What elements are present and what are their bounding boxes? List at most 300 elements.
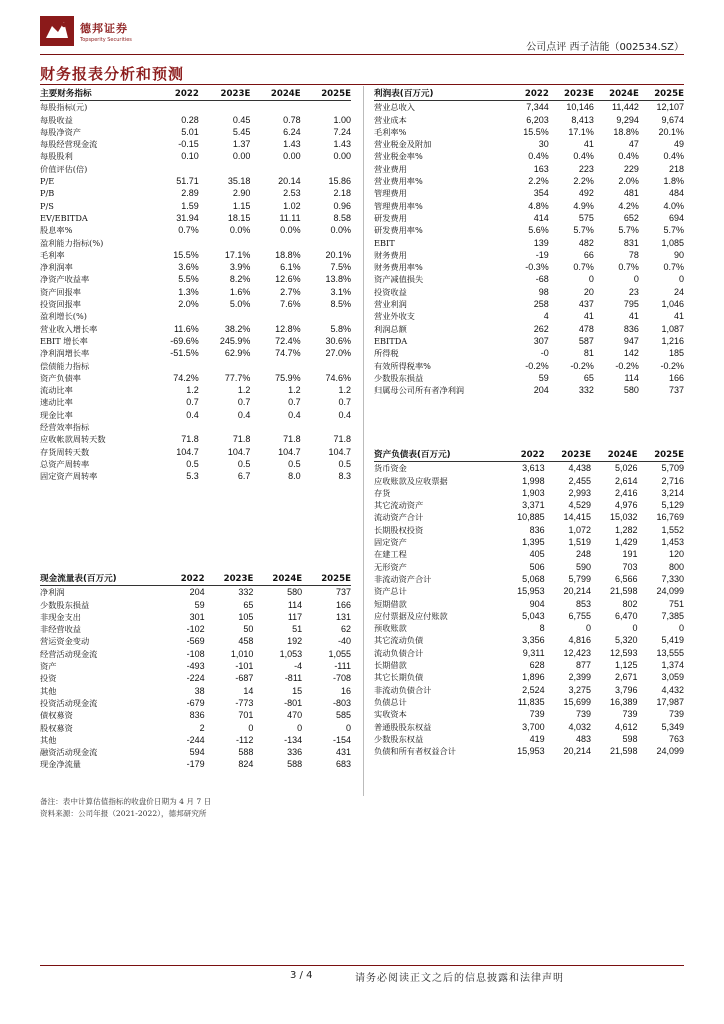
row-value: 6.1% [280,262,301,273]
row-value: 4,438 [568,463,592,474]
row-value: 739 [622,709,638,720]
row-value: 1,216 [661,335,684,346]
row-value: 27.0% [325,348,351,359]
row-value: 12,107 [656,102,684,113]
row-value: 0.5 [338,458,351,469]
row-value: 7.5% [330,262,351,273]
year-header: 2025E [638,449,684,462]
row-value: 1.2 [288,385,301,396]
row-value: 7,385 [661,610,684,621]
income-statement-table [374,88,684,396]
table-row [40,433,351,445]
row-value: 1,282 [614,524,638,535]
row-value: 354 [533,188,549,199]
table-row [40,396,351,408]
row-value: 15,953 [517,586,545,597]
row-label: 非流动负债合计 [374,684,432,695]
row-value: 12.6% [275,274,301,285]
row-value: 3,059 [661,672,684,683]
table-row [374,647,684,659]
row-label: 流动资产合计 [374,512,424,523]
row-value: 75.9% [275,372,301,383]
row-value [199,421,251,433]
row-label: 投资 [40,673,57,684]
table-row [40,648,351,660]
row-label: 存货 [374,487,391,498]
row-value: 104.7 [227,446,251,457]
row-value: 50 [243,624,254,635]
table-row [40,709,351,721]
row-value: 0.45 [232,114,251,125]
row-value: 20.1% [658,126,684,137]
row-value: 17,987 [656,696,684,707]
row-value [199,163,251,175]
row-value: 483 [576,733,592,744]
row-value: 484 [668,188,684,199]
row-value: -112 [236,734,254,745]
table-row [40,470,351,482]
row-value: 15.5% [523,126,549,137]
table-row [374,237,684,249]
row-value: 2,614 [614,475,638,486]
table-row [374,335,684,347]
table-row [374,323,684,335]
row-label: 管理费用率% [374,200,423,211]
row-value: 13,555 [656,647,684,658]
row-value: 0.7 [338,397,351,408]
row-value: 2.53 [283,188,301,199]
row-value: 628 [529,660,545,671]
table-notes [40,796,211,820]
row-value: 71.8 [333,434,351,445]
row-value: 2.89 [181,188,199,199]
row-label: 应收帐款周转天数 [40,434,106,445]
row-value: 1.2 [237,385,251,396]
row-value: -68 [535,274,549,285]
row-value: -111 [334,661,351,672]
table-row [374,696,684,708]
row-value: 0 [345,722,351,733]
table-row [40,660,351,672]
table-row [40,335,351,347]
row-value: 763 [668,733,684,744]
row-value: 229 [623,163,639,174]
row-value: 751 [668,598,684,609]
row-value: 18.8% [275,249,301,260]
table-row [374,384,684,396]
table-row [374,150,684,162]
row-value: 5.6% [528,225,549,236]
row-value: 2,455 [568,475,592,486]
row-value [199,360,251,372]
row-value: 38 [194,685,205,696]
row-value: 585 [335,710,351,721]
row-value: 0.00 [333,151,351,162]
row-value: -0.2% [570,360,594,371]
row-label: 每股净资产 [40,126,81,137]
row-label: 偿债能力指标 [40,360,90,371]
table-row [40,599,351,611]
row-value: 3,700 [522,721,545,732]
row-label: 股息率% [40,225,73,236]
table-row [40,323,351,335]
row-value: 51 [292,624,303,635]
row-value: 5,026 [614,463,638,474]
year-header: 2022 [151,88,199,101]
row-value: 1.02 [283,200,301,211]
row-value: 481 [623,188,639,199]
row-value: 1,055 [328,648,351,659]
row-label: 盈利增长(%) [40,311,87,322]
row-value: 104.7 [328,446,351,457]
row-value: 15,699 [563,696,592,707]
row-value: -679 [186,697,205,708]
row-value: -708 [332,673,351,684]
row-value: 737 [335,587,351,598]
row-value: 0.10 [181,151,199,162]
row-value: 0.7% [573,262,594,273]
row-value: -108 [186,648,205,659]
row-value: 1,998 [522,475,545,486]
row-label: 其他 [40,685,57,696]
row-value: 0 [586,623,592,634]
table-row [374,138,684,150]
row-value: 0.78 [283,114,301,125]
row-value: 30.6% [325,335,351,346]
row-value: 1,374 [661,660,684,671]
row-value: 8.58 [333,212,351,223]
row-value: 336 [287,747,303,758]
row-value: -0.2% [660,360,684,371]
table-row [40,138,351,150]
row-value: 5.7% [663,225,684,236]
row-value: 0.5 [288,458,301,469]
row-value: 20,214 [563,586,592,597]
row-value: 6.24 [283,126,301,137]
table-row [40,175,351,187]
row-value: -224 [186,673,205,684]
row-label: 固定资产 [374,537,407,548]
row-value: 3,275 [568,684,592,695]
row-value [250,237,300,249]
row-value: 580 [623,385,639,396]
row-value: 41 [583,139,594,150]
row-value: 77.7% [224,372,251,383]
table-row [374,622,684,634]
table-row [40,586,351,599]
row-label: 利润总额 [374,323,407,334]
row-value: 41 [628,311,639,322]
table-row [40,347,351,359]
row-value: 114 [624,372,639,383]
row-label: 资产减值损失 [374,274,424,285]
table-row [374,610,684,622]
row-value: 3,214 [661,487,684,498]
table-row [40,114,351,126]
section-row [40,237,351,249]
row-label: 其他 [40,734,57,745]
row-value: -493 [186,661,205,672]
row-label: 其它流动资产 [374,500,424,511]
row-value: 11.6% [173,323,199,334]
row-value: 31.94 [176,212,199,223]
row-value: 0.7 [186,397,199,408]
row-value: 4,529 [568,500,592,511]
row-value: 1.2 [186,385,199,396]
row-value: 904 [529,598,545,609]
row-value: 262 [533,323,549,334]
row-value: 824 [238,759,254,770]
table-row [40,224,351,236]
page-title: 财务报表分析和预测 [40,65,185,83]
row-value [301,360,351,372]
row-value: 5,129 [661,500,684,511]
row-value: 15,032 [609,512,638,523]
row-value: 598 [622,733,638,744]
row-value: 6,470 [614,610,638,621]
row-value: 800 [668,561,684,572]
row-label: P/S [40,200,54,211]
row-value: 0.28 [181,114,199,125]
row-value: 13.8% [325,274,351,285]
row-value: 204 [533,385,549,396]
row-value: 414 [533,212,549,223]
row-value: 8.5% [330,299,351,310]
row-value: 458 [238,636,254,647]
row-label: 营业收入增长率 [40,323,98,334]
row-label: EV/EBITDA [40,212,88,223]
row-value [151,237,199,249]
row-label: 负债和所有者权益合计 [374,746,456,757]
key-indicators-table [40,88,351,483]
row-value: 72.4% [275,335,301,346]
table-row [40,611,351,623]
row-value: 1.15 [232,200,251,211]
row-value: 405 [529,549,545,560]
row-value: 81 [583,348,594,359]
row-value: 11.11 [279,212,301,223]
row-label: 资产总计 [374,586,407,597]
table-row [374,524,684,536]
section-row [40,310,351,322]
row-value: 15 [292,685,303,696]
row-value: 694 [668,212,684,223]
row-value: 0 [248,722,254,733]
row-value: 1,087 [661,323,684,334]
row-value: 7.24 [333,126,351,137]
row-label: 货币资金 [374,463,407,474]
row-value: 20,214 [563,746,592,757]
row-value: 0.0% [280,225,301,236]
section-row [40,360,351,372]
row-value: 307 [533,335,549,346]
table-header-row [374,88,684,101]
row-label: 流动负债合计 [374,647,424,658]
year-header: 2023E [199,88,251,101]
row-value: 245.9% [219,335,251,346]
row-value: 0.5 [186,458,199,469]
table-row [374,511,684,523]
row-value: 3,371 [522,500,545,511]
row-value [301,421,351,433]
row-label: 营运资金变动 [40,636,90,647]
row-value: 3.6% [178,262,199,273]
year-header: 2023E [205,573,254,586]
row-label: 净利润率 [40,262,73,273]
row-value: 12,593 [609,647,638,658]
row-value: 0.7 [288,397,301,408]
row-value: -244 [186,734,205,745]
page-number: 3 / 4 [290,970,313,981]
row-value: 104.7 [278,446,301,457]
row-label: 每股股利 [40,151,73,162]
row-value: 248 [576,549,592,560]
row-value: -687 [235,673,254,684]
row-value: 74.2% [173,372,199,383]
logo-emblem-icon [40,16,74,46]
row-value: 14 [243,685,254,696]
table-row [374,548,684,560]
row-value: 1,053 [279,648,303,659]
row-value: 4.2% [618,200,639,211]
row-value: 3,613 [522,463,545,474]
row-value: 5.7% [573,225,594,236]
row-label: 流动比率 [40,385,73,396]
row-value: 1,395 [522,537,545,548]
row-label: 所得税 [374,348,399,359]
row-value: 204 [189,587,205,598]
table-row [40,758,351,770]
row-value: 51.71 [176,176,199,187]
row-value: 17.1% [224,249,251,260]
row-value: 0.4 [186,409,199,420]
disclaimer: 请务必阅读正文之后的信息披露和法律声明 [355,973,564,984]
row-label: 每股经营现金流 [40,139,98,150]
table-row [374,487,684,499]
table-row [374,733,684,745]
row-label: 资产负债率 [40,372,81,383]
row-value: 65 [583,372,594,383]
row-label: 营业总收入 [374,102,415,113]
row-value: 831 [623,237,639,248]
row-value: 0.7% [618,262,639,273]
row-label: 总资产周转率 [40,458,90,469]
row-label: 营业费用 [374,163,407,174]
row-value: 947 [623,335,639,346]
row-value: 1.3% [178,286,199,297]
row-value: 5,709 [661,463,684,474]
note-valuation-date: 备注：表中计算估值指标的收盘价日期为 4 月 7 日 [40,797,212,806]
table-row [40,623,351,635]
table-header-row [40,573,351,586]
row-value: 470 [287,710,303,721]
row-value: 3,356 [522,635,545,646]
row-value: 98 [538,286,549,297]
row-value: 4 [543,311,549,322]
row-value: 8,413 [571,114,594,125]
table-row [374,561,684,573]
row-value: 218 [668,163,684,174]
row-label: 营业外收支 [374,311,415,322]
table-row [374,372,684,384]
row-value: 4,612 [614,721,638,732]
row-value [250,101,300,114]
row-value: 0.4% [663,151,684,162]
row-value: 575 [578,212,594,223]
row-value: 131 [335,611,351,622]
row-value [250,163,300,175]
row-value: 1,429 [614,537,638,548]
table-row [374,347,684,359]
table-row [40,126,351,138]
row-value: 223 [578,163,594,174]
row-label: 投资收益 [374,286,407,297]
row-value: 7.6% [280,299,301,310]
row-label: EBIT [374,237,395,248]
row-value [151,101,199,114]
row-label: 营业税金率% [374,151,423,162]
row-value: -803 [332,697,351,708]
year-header: 2022 [502,449,545,462]
table-row [40,261,351,273]
row-value: 5,799 [568,573,592,584]
row-value: 78 [628,249,639,260]
row-value: 1.6% [229,286,251,297]
year-header: 2023E [549,88,594,101]
row-value: 5.45 [232,126,251,137]
row-label: 投资活动现金流 [40,697,98,708]
row-value: -40 [337,636,351,647]
table-row [374,286,684,298]
row-value: 590 [576,561,592,572]
row-value: 1.59 [181,200,199,211]
row-label: 非经营收益 [40,624,81,635]
row-value: -569 [186,636,205,647]
row-value [250,421,300,433]
table-row [40,635,351,647]
row-label: 投资回报率 [40,299,81,310]
row-value: 2,993 [568,487,592,498]
row-value: 0.4 [237,409,251,420]
row-value: 5.7% [618,225,639,236]
row-value: 12.8% [275,323,301,334]
row-value: 1,010 [230,648,254,659]
row-value: 0.00 [283,151,301,162]
row-value: -0.2% [525,360,549,371]
table-row [374,310,684,322]
row-value [301,101,351,114]
row-value: 5.3 [186,471,199,482]
row-value: 71.8 [181,434,199,445]
row-label: 经营效率指标 [40,422,90,433]
table-row [40,384,351,396]
row-label: 债权募资 [40,710,73,721]
row-value: 7,330 [661,573,684,584]
row-value: 59 [538,372,549,383]
row-label: 融资活动现金流 [40,747,98,758]
row-value: 139 [533,237,549,248]
row-value: -102 [186,624,205,635]
row-value: 5,419 [661,635,684,646]
year-header: 2024E [250,88,300,101]
row-value: 35.18 [227,176,251,187]
row-value: 588 [287,759,303,770]
table-row [40,734,351,746]
row-value: 1.43 [333,139,351,150]
row-value: -811 [284,673,303,684]
row-value: 1.43 [283,139,301,150]
table-row [374,249,684,261]
